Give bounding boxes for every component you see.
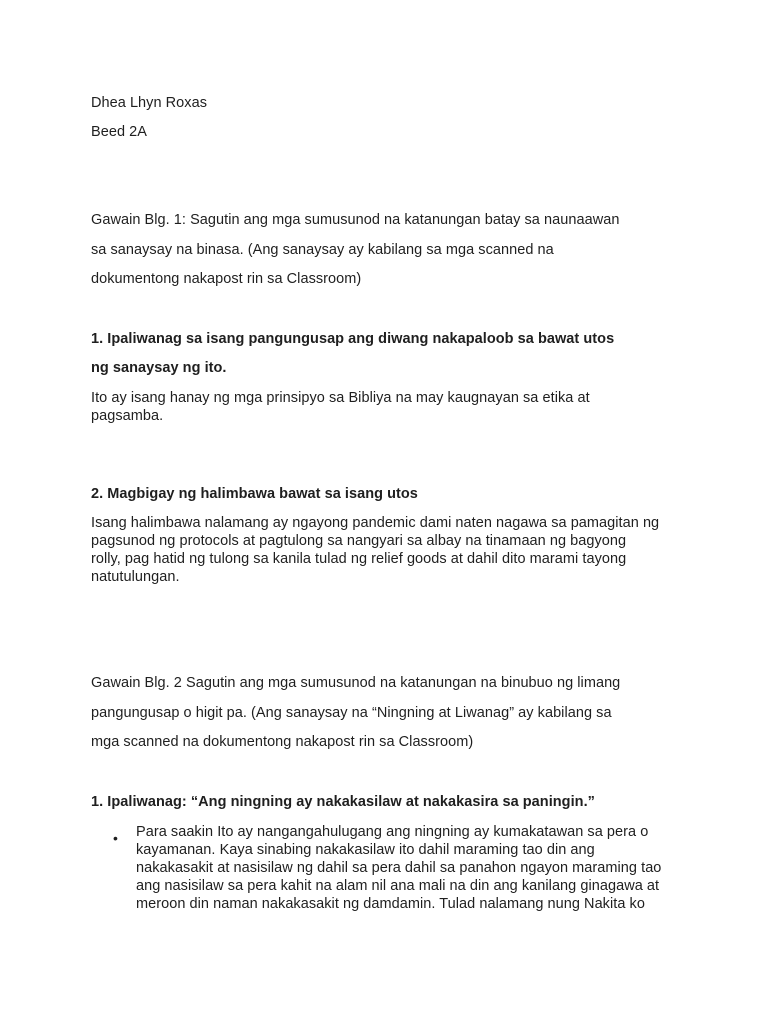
gawain1-answer2-line: Isang halimbawa nalamang ay ngayong pandemic dami naten nagawa sa pamagitan ng [91, 515, 660, 531]
gawain1-answer1-line: pagsamba. [91, 408, 164, 424]
gawain2-answer1-line: Para saakin Ito ay nangangahulugang ang ningning ay kumakatawan sa pera o [136, 824, 649, 840]
gawain1-answer2-line: rolly, pag hatid ng tulong sa kanila tulad ng relief goods at dahil dito marami tayong [91, 551, 627, 567]
gawain2-answer1-line: ang nasisilaw sa pera kahit na alam nil ana mali na din ang kanilang ginagawa at [136, 878, 660, 894]
gawain2-answer1-line: kayamanan. Kaya sinabing nakakasilaw ito dahil maraming tao din ang [136, 842, 595, 858]
gawain2-instructions-line: Gawain Blg. 2 Sagutin ang mga sumusunod na katanungan na binubuo ng limang [91, 675, 621, 691]
author-section: Beed 2A [91, 124, 147, 140]
gawain2-answer1-line: nakakasakit at nasisilaw ng dahil sa pera dahil sa panahon ngayon maraming tao [136, 860, 662, 876]
gawain1-instructions-line: dokumentong nakapost rin sa Classroom) [91, 271, 362, 287]
gawain1-instructions-line: Gawain Blg. 1: Sagutin ang mga sumusunod na katanungan batay sa naunaawan [91, 212, 620, 228]
author-name: Dhea Lhyn Roxas [91, 95, 208, 111]
gawain1-instructions-line: sa sanaysay na binasa. (Ang sanaysay ay kabilang sa mga scanned na [91, 242, 554, 258]
gawain2-answer1-line: meroon din naman nakakasakit ng damdamin. Tulad nalamang nung Nakita ko [136, 896, 645, 912]
gawain2-instructions-line: pangungusap o higit pa. (Ang sanaysay na “Ningning at Liwanag” ay kabilang sa [91, 705, 612, 721]
gawain2-question1: 1. Ipaliwanag: “Ang ningning ay nakakasilaw at nakakasira sa paningin.” [91, 794, 595, 810]
gawain1-question1-line: ng sanaysay ng ito. [91, 360, 227, 376]
gawain1-question2: 2. Magbigay ng halimbawa bawat sa isang utos [91, 486, 418, 502]
gawain1-answer2-line: natutulungan. [91, 569, 180, 585]
gawain1-answer1-line: Ito ay isang hanay ng mga prinsipyo sa Bibliya na may kaugnayan sa etika at [91, 390, 590, 406]
gawain2-instructions-line: mga scanned na dokumentong nakapost rin sa Classroom) [91, 734, 474, 750]
bullet-point: • [113, 830, 118, 846]
gawain1-question1-line: 1. Ipaliwanag sa isang pangungusap ang diwang nakapaloob sa bawat utos [91, 331, 615, 347]
gawain1-answer2-line: pagsunod ng protocols at pagtulong sa nangyari sa albay na tinamaan ng bagyong [91, 533, 627, 549]
